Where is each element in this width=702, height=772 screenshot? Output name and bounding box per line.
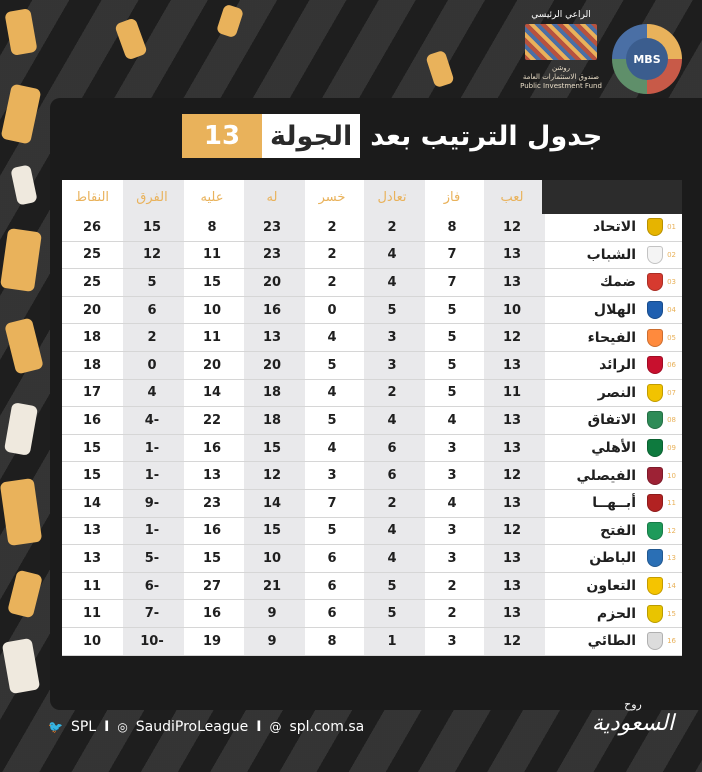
cell-won: 5 — [447, 330, 457, 346]
cell-lost: 6 — [327, 606, 337, 622]
cell-played: 13 — [502, 274, 522, 290]
cell-points: 20 — [82, 302, 102, 318]
table-row — [62, 573, 682, 601]
standings-table — [62, 180, 682, 656]
cell-for: 12 — [262, 468, 282, 484]
cell-diff: 2 — [147, 330, 157, 346]
team-club — [642, 518, 682, 545]
cell-lost: 6 — [327, 550, 337, 566]
team-name: ضمك — [600, 274, 636, 291]
cell-lost: 4 — [327, 330, 337, 346]
team-rank: 12 — [667, 526, 676, 535]
cell-drawn: 4 — [387, 412, 397, 428]
cell-for: 10 — [262, 550, 282, 566]
cell-against: 27 — [202, 578, 222, 594]
cell-for: 18 — [262, 412, 282, 428]
cell-played: 13 — [502, 357, 522, 373]
cell-drawn: 3 — [387, 330, 397, 346]
team-name: الفتح — [600, 522, 636, 539]
col-played: لعب — [500, 189, 524, 205]
cell-diff: 15 — [142, 219, 162, 235]
round-number: 13 — [182, 114, 262, 158]
team-club — [642, 242, 682, 269]
cell-lost: 4 — [327, 440, 337, 456]
team-name: الاتحاد — [592, 219, 636, 236]
cell-points: 26 — [82, 219, 102, 235]
team-name: أبــهــا — [592, 495, 636, 512]
cell-for: 16 — [262, 302, 282, 318]
team-name: الأهلي — [591, 440, 636, 457]
col-lost: خسر — [318, 189, 346, 205]
cell-diff: 1- — [144, 468, 160, 484]
cell-for: 20 — [262, 357, 282, 373]
cell-lost: 5 — [327, 523, 337, 539]
cell-points: 16 — [82, 412, 102, 428]
cell-lost: 3 — [327, 468, 337, 484]
team-name: الباطن — [589, 550, 636, 567]
cell-for: 9 — [267, 633, 277, 649]
table-row — [62, 490, 682, 518]
team-rank: 14 — [667, 582, 676, 591]
cell-diff: 9- — [144, 495, 160, 511]
cell-won: 5 — [447, 357, 457, 373]
divider: I — [104, 719, 110, 735]
team-club — [642, 214, 682, 241]
cell-points: 15 — [82, 468, 102, 484]
cell-lost: 2 — [327, 219, 337, 235]
cell-drawn: 4 — [387, 274, 397, 290]
cell-drawn: 2 — [387, 495, 397, 511]
cell-won: 3 — [447, 633, 457, 649]
cell-won: 3 — [447, 440, 457, 456]
cell-against: 15 — [202, 274, 222, 290]
team-club — [642, 545, 682, 572]
cell-won: 7 — [447, 247, 457, 263]
cell-points: 14 — [82, 495, 102, 511]
brand-logo — [578, 698, 688, 736]
cell-diff: 4 — [147, 385, 157, 401]
brand-top: روح — [624, 698, 642, 711]
pif-ar: صندوق الاستثمارات العامة — [522, 73, 600, 81]
team-badge-icon — [647, 384, 663, 402]
table-row — [62, 380, 682, 408]
cell-for: 23 — [262, 247, 282, 263]
cell-won: 3 — [447, 468, 457, 484]
table-row — [62, 242, 682, 270]
team-club — [642, 435, 682, 462]
cell-against: 8 — [207, 219, 217, 235]
col-for: له — [266, 189, 278, 205]
cell-lost: 0 — [327, 302, 337, 318]
cell-drawn: 6 — [387, 468, 397, 484]
team-club — [642, 380, 682, 407]
team-badge-icon — [647, 411, 663, 429]
cell-drawn: 2 — [387, 385, 397, 401]
table-row — [62, 600, 682, 628]
cell-for: 13 — [262, 330, 282, 346]
team-name: الفيصلي — [576, 467, 636, 484]
cell-won: 5 — [447, 302, 457, 318]
team-badge-icon — [647, 218, 663, 236]
cell-for: 15 — [262, 440, 282, 456]
team-club — [642, 324, 682, 351]
team-rank: 03 — [667, 278, 676, 287]
cell-diff: 5 — [147, 274, 157, 290]
cell-won: 2 — [447, 578, 457, 594]
cell-won: 3 — [447, 523, 457, 539]
team-name: الشباب — [586, 246, 636, 263]
cell-drawn: 5 — [387, 606, 397, 622]
team-rank: 01 — [667, 223, 676, 232]
table-row — [62, 214, 682, 242]
team-club — [642, 269, 682, 296]
team-badge-icon — [647, 356, 663, 374]
cell-diff: 1- — [144, 523, 160, 539]
cell-diff: 6- — [144, 578, 160, 594]
table-header — [62, 180, 542, 214]
cell-diff: 5- — [144, 550, 160, 566]
team-badge-icon — [647, 246, 663, 264]
cell-points: 15 — [82, 440, 102, 456]
cell-against: 23 — [202, 495, 222, 511]
cell-won: 8 — [447, 219, 457, 235]
team-badge-icon — [647, 301, 663, 319]
team-rank: 06 — [667, 361, 676, 370]
cell-won: 4 — [447, 495, 457, 511]
divider: I — [256, 719, 262, 735]
cell-for: 18 — [262, 385, 282, 401]
cell-played: 13 — [502, 247, 522, 263]
col-against: عليه — [200, 189, 224, 205]
cell-played: 13 — [502, 550, 522, 566]
table-row — [62, 407, 682, 435]
cell-against: 19 — [202, 633, 222, 649]
cell-against: 11 — [202, 330, 222, 346]
cell-diff: 7- — [144, 606, 160, 622]
table-row — [62, 628, 682, 656]
team-rank: 07 — [667, 388, 676, 397]
cell-for: 21 — [262, 578, 282, 594]
sponsor-block — [520, 10, 602, 91]
team-rank: 08 — [667, 416, 676, 425]
cell-diff: 1- — [144, 440, 160, 456]
table-row — [62, 269, 682, 297]
cell-drawn: 4 — [387, 523, 397, 539]
team-name: النصر — [597, 384, 636, 401]
cell-won: 2 — [447, 606, 457, 622]
cell-drawn: 5 — [387, 302, 397, 318]
footer — [48, 714, 364, 740]
cell-against: 16 — [202, 606, 222, 622]
cell-lost: 5 — [327, 412, 337, 428]
cell-played: 13 — [502, 412, 522, 428]
cell-points: 11 — [82, 606, 102, 622]
cell-won: 3 — [447, 550, 457, 566]
team-rank: 09 — [667, 444, 676, 453]
team-name: الحزم — [596, 605, 636, 622]
team-rank: 16 — [667, 637, 676, 646]
team-club — [642, 573, 682, 600]
twitter-handle[interactable]: SPL — [70, 719, 97, 735]
instagram-icon: ◎ — [117, 720, 128, 734]
table-row — [62, 518, 682, 546]
team-name: الاتفاق — [587, 412, 636, 429]
cell-points: 10 — [82, 633, 102, 649]
table-row — [62, 462, 682, 490]
cell-lost: 2 — [327, 274, 337, 290]
cell-drawn: 6 — [387, 440, 397, 456]
team-rank: 13 — [667, 554, 676, 563]
cell-for: 20 — [262, 274, 282, 290]
title-text: جدول الترتيب بعد — [370, 120, 603, 152]
names-header-bg — [542, 180, 682, 214]
team-club — [642, 600, 682, 627]
cell-lost: 2 — [327, 247, 337, 263]
cell-against: 15 — [202, 550, 222, 566]
team-rank: 02 — [667, 250, 676, 259]
cell-lost: 6 — [327, 578, 337, 594]
cell-won: 7 — [447, 274, 457, 290]
pif-en: Public Investment Fund — [520, 82, 602, 90]
team-badge-icon — [647, 549, 663, 567]
cell-points: 17 — [82, 385, 102, 401]
cell-played: 12 — [502, 330, 522, 346]
team-rank: 11 — [667, 499, 676, 508]
cell-diff: 12 — [142, 247, 162, 263]
cell-diff: 6 — [147, 302, 157, 318]
cell-played: 13 — [502, 440, 522, 456]
team-rank: 10 — [667, 471, 676, 480]
league-logo — [612, 24, 682, 94]
sponsor-label: الراعي الرئيسي — [531, 10, 591, 20]
col-drawn: تعادل — [377, 189, 407, 205]
team-club — [642, 628, 682, 655]
cell-played: 11 — [502, 385, 522, 401]
cell-drawn: 1 — [387, 633, 397, 649]
page-title — [182, 114, 612, 158]
website-link[interactable]: spl.com.sa — [289, 719, 365, 735]
roshn-logo — [525, 24, 597, 60]
team-club — [642, 407, 682, 434]
cell-diff: 10- — [140, 633, 164, 649]
team-badge-icon — [647, 329, 663, 347]
cell-against: 14 — [202, 385, 222, 401]
web-icon: @ — [269, 720, 282, 734]
team-badge-icon — [647, 632, 663, 650]
cell-against: 13 — [202, 468, 222, 484]
cell-for: 23 — [262, 219, 282, 235]
cell-played: 13 — [502, 495, 522, 511]
instagram-handle[interactable]: SaudiProLeague — [135, 719, 249, 735]
cell-points: 25 — [82, 247, 102, 263]
brand-main: السعودية — [591, 711, 675, 736]
cell-points: 18 — [82, 357, 102, 373]
team-badge-icon — [647, 273, 663, 291]
table-row — [62, 545, 682, 573]
team-badge-icon — [647, 439, 663, 457]
cell-against: 11 — [202, 247, 222, 263]
cell-drawn: 4 — [387, 247, 397, 263]
cell-points: 18 — [82, 330, 102, 346]
team-name: الهلال — [593, 302, 636, 319]
cell-played: 12 — [502, 219, 522, 235]
table-row — [62, 324, 682, 352]
cell-played: 13 — [502, 578, 522, 594]
cell-lost: 5 — [327, 357, 337, 373]
cell-played: 12 — [502, 633, 522, 649]
cell-points: 11 — [82, 578, 102, 594]
cell-played: 10 — [502, 302, 522, 318]
team-club — [642, 462, 682, 489]
team-club — [642, 352, 682, 379]
team-badge-icon — [647, 522, 663, 540]
table-row — [62, 297, 682, 325]
table-row — [62, 435, 682, 463]
team-rank: 15 — [667, 609, 676, 618]
team-name: الفيحاء — [587, 329, 636, 346]
cell-for: 15 — [262, 523, 282, 539]
team-rank: 04 — [667, 306, 676, 315]
table-row — [62, 352, 682, 380]
cell-points: 13 — [82, 523, 102, 539]
cell-against: 22 — [202, 412, 222, 428]
cell-for: 14 — [262, 495, 282, 511]
col-diff: الفرق — [136, 189, 168, 205]
cell-played: 12 — [502, 468, 522, 484]
cell-drawn: 3 — [387, 357, 397, 373]
col-points: النقاط — [74, 189, 110, 205]
cell-against: 16 — [202, 523, 222, 539]
cell-against: 20 — [202, 357, 222, 373]
cell-played: 12 — [502, 523, 522, 539]
team-badge-icon — [647, 577, 663, 595]
cell-points: 25 — [82, 274, 102, 290]
cell-for: 9 — [267, 606, 277, 622]
table-body — [62, 214, 682, 656]
sponsor-brand: روشن — [552, 64, 570, 72]
title-highlight: الجولة — [262, 114, 360, 158]
cell-against: 10 — [202, 302, 222, 318]
twitter-icon: 🐦 — [48, 720, 63, 734]
cell-drawn: 2 — [387, 219, 397, 235]
cell-diff: 0 — [147, 357, 157, 373]
team-club — [642, 297, 682, 324]
cell-lost: 8 — [327, 633, 337, 649]
cell-against: 16 — [202, 440, 222, 456]
cell-won: 5 — [447, 385, 457, 401]
team-name: التعاون — [586, 578, 636, 595]
team-badge-icon — [647, 467, 663, 485]
cell-lost: 7 — [327, 495, 337, 511]
cell-points: 13 — [82, 550, 102, 566]
col-won: فاز — [443, 189, 461, 205]
cell-lost: 4 — [327, 385, 337, 401]
cell-diff: 4- — [144, 412, 160, 428]
team-badge-icon — [647, 494, 663, 512]
cell-won: 4 — [447, 412, 457, 428]
cell-drawn: 5 — [387, 578, 397, 594]
team-rank: 05 — [667, 333, 676, 342]
team-club — [642, 490, 682, 517]
team-badge-icon — [647, 605, 663, 623]
cell-drawn: 4 — [387, 550, 397, 566]
team-name: الرائد — [599, 357, 636, 374]
league-logo-text: MBS — [626, 38, 668, 80]
team-name: الطائي — [587, 633, 636, 650]
cell-played: 13 — [502, 606, 522, 622]
